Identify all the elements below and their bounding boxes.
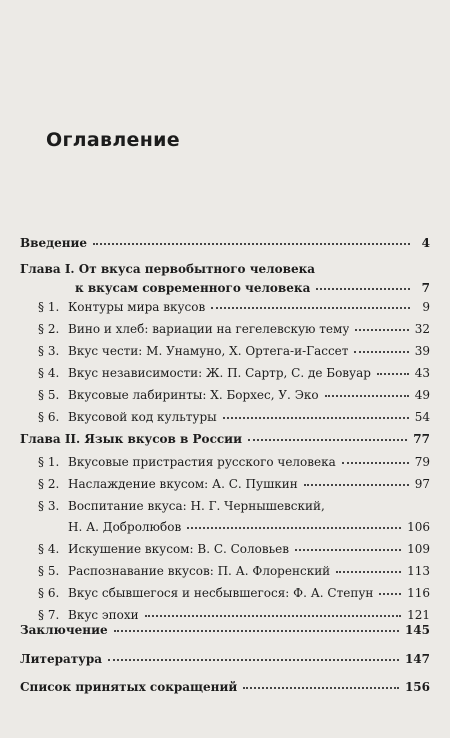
toc-entry-title: Глава II. Язык вкусов в России	[20, 432, 242, 446]
section-number: § 4.	[38, 542, 60, 556]
toc-entry-title: Воспитание вкуса: Н. Г. Чернышевский,	[68, 499, 325, 513]
toc-entry-page: 106	[407, 520, 430, 534]
toc-entry-literature[interactable]	[20, 648, 430, 670]
toc-section-2-1[interactable]	[38, 451, 430, 473]
toc-entry-page: 121	[407, 608, 430, 622]
toc-entry-title: Вкусовой код культуры	[68, 410, 217, 424]
toc-chapter-2[interactable]	[20, 428, 430, 450]
section-number: § 4.	[38, 366, 60, 380]
toc-entry-page: 43	[414, 366, 430, 380]
dot-leader	[93, 243, 410, 245]
toc-section-2-4[interactable]	[38, 538, 430, 560]
dot-leader	[342, 462, 409, 464]
toc-section-1-6[interactable]	[38, 406, 430, 428]
dot-leader	[114, 630, 399, 632]
dot-leader	[304, 484, 409, 486]
toc-section-2-5[interactable]	[38, 560, 430, 582]
toc-section-2-6[interactable]	[38, 582, 430, 604]
toc-entry-title: Список принятых сокращений	[20, 680, 238, 694]
toc-entry-title: Распознавание вкусов: П. А. Флоренский	[68, 564, 331, 578]
dot-leader	[354, 351, 408, 353]
dot-leader	[243, 687, 399, 689]
toc-entry-intro[interactable]	[20, 232, 430, 254]
section-number: § 5.	[38, 564, 60, 578]
section-number: § 6.	[38, 586, 60, 600]
toc-section-1-4[interactable]	[38, 362, 430, 384]
section-number: § 3.	[38, 344, 60, 358]
section-number: § 1.	[38, 455, 60, 469]
toc-entry-title: Вкус независимости: Ж. П. Сартр, С. де Бовуар	[68, 366, 371, 380]
toc-entry-page: 7	[421, 281, 430, 295]
toc-entry-title: Вкус эпохи	[68, 608, 139, 622]
toc-entry-page: 113	[407, 564, 430, 578]
toc-entry-page: 79	[414, 455, 430, 469]
dot-leader	[223, 417, 409, 419]
toc-entry-page: 9	[422, 300, 430, 314]
dot-leader	[336, 571, 401, 573]
dot-leader	[187, 527, 401, 529]
section-number: § 3.	[38, 499, 60, 513]
dot-leader	[316, 288, 410, 290]
toc-section-1-5[interactable]	[38, 384, 430, 406]
dot-leader	[295, 549, 401, 551]
toc-section-1-2[interactable]	[38, 318, 430, 340]
section-number: § 6.	[38, 410, 60, 424]
toc-entry-title: Вкусовые пристрастия русского человека	[68, 455, 336, 469]
toc-entry-title: Вино и хлеб: вариации на гегелевскую тему	[68, 322, 350, 336]
toc-entry-abbreviations[interactable]	[20, 676, 430, 698]
toc-entry-page: 97	[414, 477, 430, 491]
toc-entry-page: 49	[414, 388, 430, 402]
dot-leader	[108, 659, 399, 661]
toc-entry-page: 54	[414, 410, 430, 424]
toc-entry-title: Вкусовые лабиринты: Х. Борхес, У. Эко	[68, 388, 319, 402]
dot-leader	[379, 593, 401, 595]
toc-entry-title: Литература	[20, 652, 103, 666]
toc-entry-page: 4	[421, 236, 430, 250]
toc-entry-page: 145	[404, 623, 430, 637]
section-number: § 5.	[38, 388, 60, 402]
toc-entry-title: Введение	[20, 236, 88, 250]
toc-section-2-3-continuation[interactable]	[68, 516, 430, 538]
dot-leader	[325, 395, 409, 397]
toc-entry-title: Вкус сбывшегося и несбывшегося: Ф. А. Степун	[68, 586, 374, 600]
toc-section-2-3[interactable]	[38, 495, 430, 517]
toc-section-1-1[interactable]	[38, 296, 430, 318]
toc-entry-title: Заключение	[20, 623, 108, 637]
toc-entry-title: Искушение вкусом: В. С. Соловьев	[68, 542, 290, 556]
dot-leader	[377, 373, 409, 375]
toc-entry-conclusion[interactable]	[20, 619, 430, 641]
toc-section-2-2[interactable]	[38, 473, 430, 495]
toc-entry-page: 116	[407, 586, 430, 600]
section-number: § 2.	[38, 477, 60, 491]
dot-leader	[145, 615, 401, 617]
dot-leader	[211, 307, 410, 309]
toc-entry-title: Вкус чести: М. Унамуно, Х. Ортега-и-Гассет	[68, 344, 349, 358]
section-number: § 1.	[38, 300, 60, 314]
dot-leader	[355, 329, 408, 331]
toc-entry-title: Глава I. От вкуса первобытного человека	[20, 262, 316, 276]
toc-entry-page: 77	[413, 432, 430, 446]
toc-entry-page: 109	[407, 542, 430, 556]
page-title: Оглавление	[46, 129, 180, 151]
toc-entry-title: к вкусам современного человека	[75, 281, 311, 295]
toc-entry-page: 147	[404, 652, 430, 666]
toc-entry-title: Н. А. Добролюбов	[68, 520, 182, 534]
dot-leader	[248, 439, 407, 441]
toc-entry-title: Контуры мира вкусов	[68, 300, 206, 314]
section-number: § 2.	[38, 322, 60, 336]
toc-entry-page: 39	[414, 344, 430, 358]
section-number: § 7.	[38, 608, 60, 622]
toc-entry-page: 156	[404, 680, 430, 694]
toc-entry-page: 32	[414, 322, 430, 336]
toc-section-1-3[interactable]	[38, 340, 430, 362]
toc-entry-title: Наслаждение вкусом: А. С. Пушкин	[68, 477, 298, 491]
